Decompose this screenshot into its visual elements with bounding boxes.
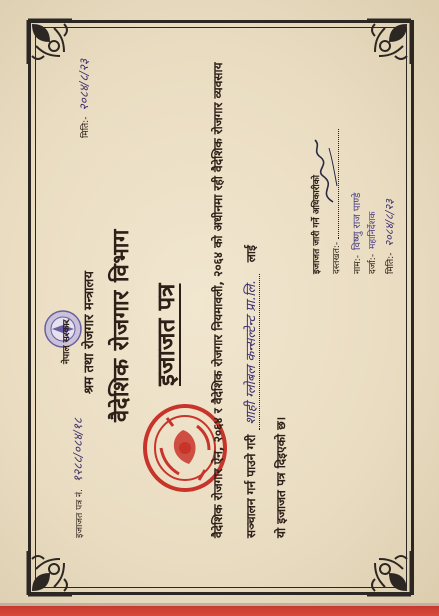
government-heading: नेपाल सरकार xyxy=(62,319,72,364)
post-label: दर्जा:- xyxy=(368,253,378,274)
issue-date-label: मिति:- xyxy=(386,252,396,274)
body-line-3: यो इजाजत पत्र दिइएको छ। xyxy=(274,416,288,538)
signature-label: दस्तखत:- xyxy=(332,241,342,274)
body-line-2-prefix: सञ्चालन गर्न पाउने गरी xyxy=(244,434,258,538)
body-line-2 xyxy=(241,245,259,538)
issue-date-top xyxy=(75,59,92,138)
ministry-heading: श्रम तथा रोजगार मन्त्रालय xyxy=(82,271,97,394)
name-label: नाम:- xyxy=(353,255,363,274)
certificate-content xyxy=(39,34,403,554)
permit-number xyxy=(69,418,86,538)
body-line-2-suffix: लाई xyxy=(244,245,258,263)
ornament-corner-icon xyxy=(363,547,415,599)
handwritten-signature-icon xyxy=(307,136,341,206)
ornament-corner-icon xyxy=(24,547,76,599)
officer-heading: इजाजत जारी गर्ने अधिकारीको xyxy=(312,175,322,274)
officer-post: महानिर्देशक xyxy=(368,211,378,250)
officer-post-row xyxy=(365,211,378,274)
body-line-1: वैदेशिक रोजगार ऐन, २०६४ र वैदेशिक रोजगार नियमावली, २०६४ को अधीनमा रही वैदेशिक रोजगार व्यवसाय xyxy=(211,62,225,538)
certificate-title: इजाजत पत्र xyxy=(152,283,180,386)
bottom-red-bar xyxy=(0,606,439,616)
officer-date-row xyxy=(382,199,397,274)
permit-number-value: १२८८/०८४/१८ xyxy=(71,417,85,483)
date-value: २०८४/८/२३ xyxy=(77,58,91,111)
date-label: मिति:- xyxy=(81,116,91,138)
company-name: शाही ग्लोबल कन्सल्टेन्ट प्रा.लि. xyxy=(244,274,260,430)
officer-name-row xyxy=(349,193,363,274)
department-heading: वैदेशिक रोजगार विभाग xyxy=(109,229,134,422)
permit-number-label: इजाजत पत्र नं. xyxy=(75,489,85,538)
officer-name: विष्णु राज पाण्डे xyxy=(352,192,363,251)
issue-date-value: २०८४/८/२३ xyxy=(383,199,396,247)
